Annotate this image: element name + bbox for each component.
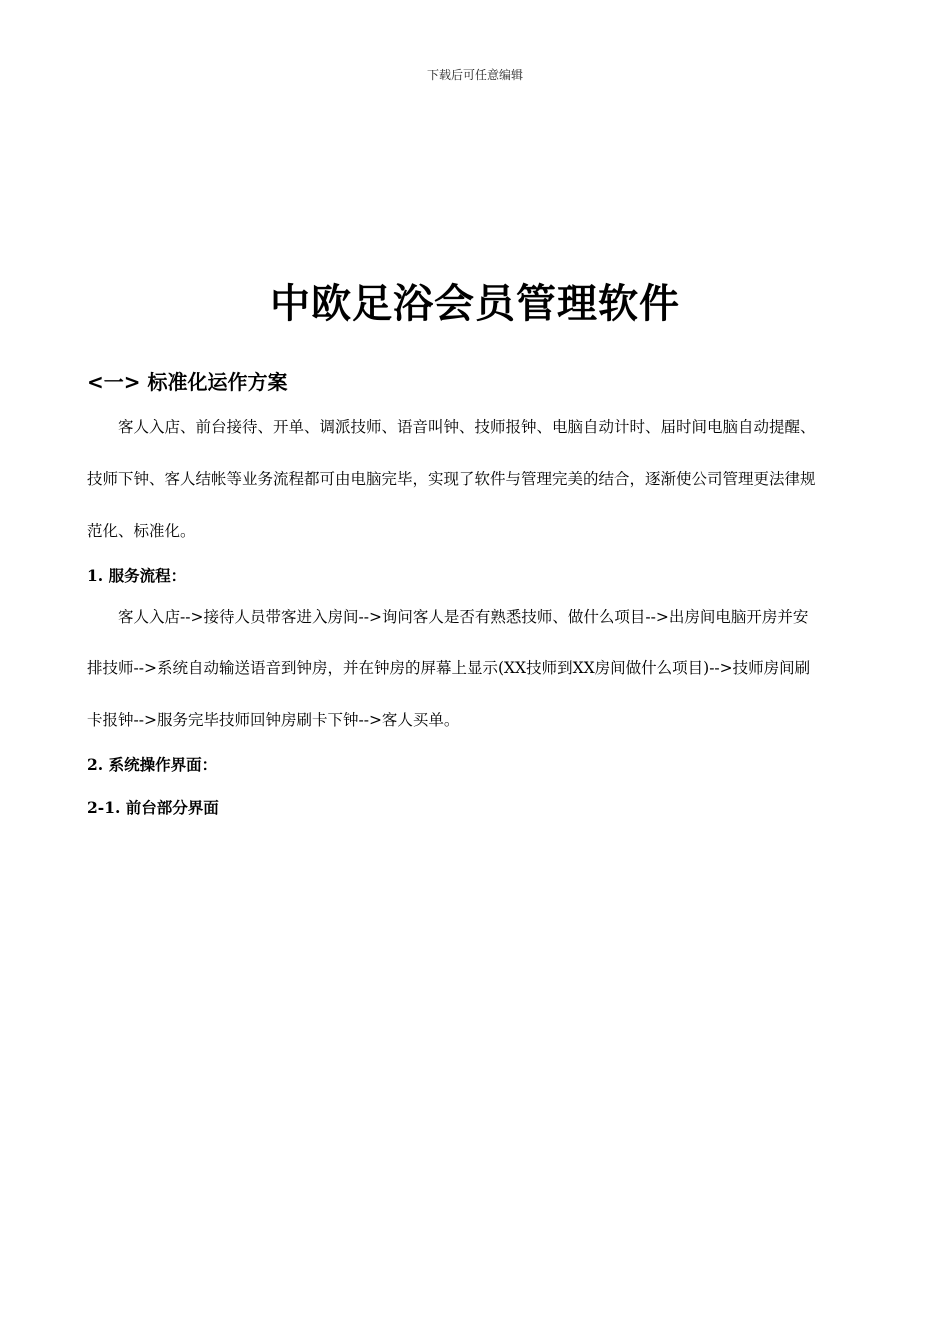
intro-paragraph-line-1: 客人入店、前台接待、开单、调派技师、语音叫钟、技师报钟、电脑自动计时、届时间电脑自动提醒、 (87, 418, 816, 436)
intro-paragraph-line-3: 范化、标准化。 (87, 522, 196, 540)
section-heading-standardization: <一> 标准化运作方案 (87, 370, 288, 394)
service-flow-line-1: 客人入店-->接待人员带客进入房间-->询问客人是否有熟悉技师、做什么项目-->出房间电脑开房并安 (87, 608, 809, 626)
front-desk-ui-subheading: 2-1. 前台部分界面 (87, 798, 219, 817)
service-flow-heading: 1. 服务流程： (87, 566, 187, 585)
service-flow-line-3: 卡报钟-->服务完毕技师回钟房刷卡下钟-->客人买单。 (87, 711, 460, 729)
page-header-note: 下载后可任意编辑 (426, 68, 523, 82)
document-title: 中欧足浴会员管理软件 (270, 281, 680, 327)
system-ui-heading: 2. 系统操作界面： (87, 755, 218, 774)
intro-paragraph-line-2: 技师下钟、客人结帐等业务流程都可由电脑完毕，实现了软件与管理完美的结合，逐渐使公司管理更法律规 (87, 470, 816, 488)
service-flow-line-2: 排技师-->系统自动输送语音到钟房，并在钟房的屏幕上显示(XX技师到XX房间做什么项目)-->技师房间刷 (87, 659, 811, 677)
